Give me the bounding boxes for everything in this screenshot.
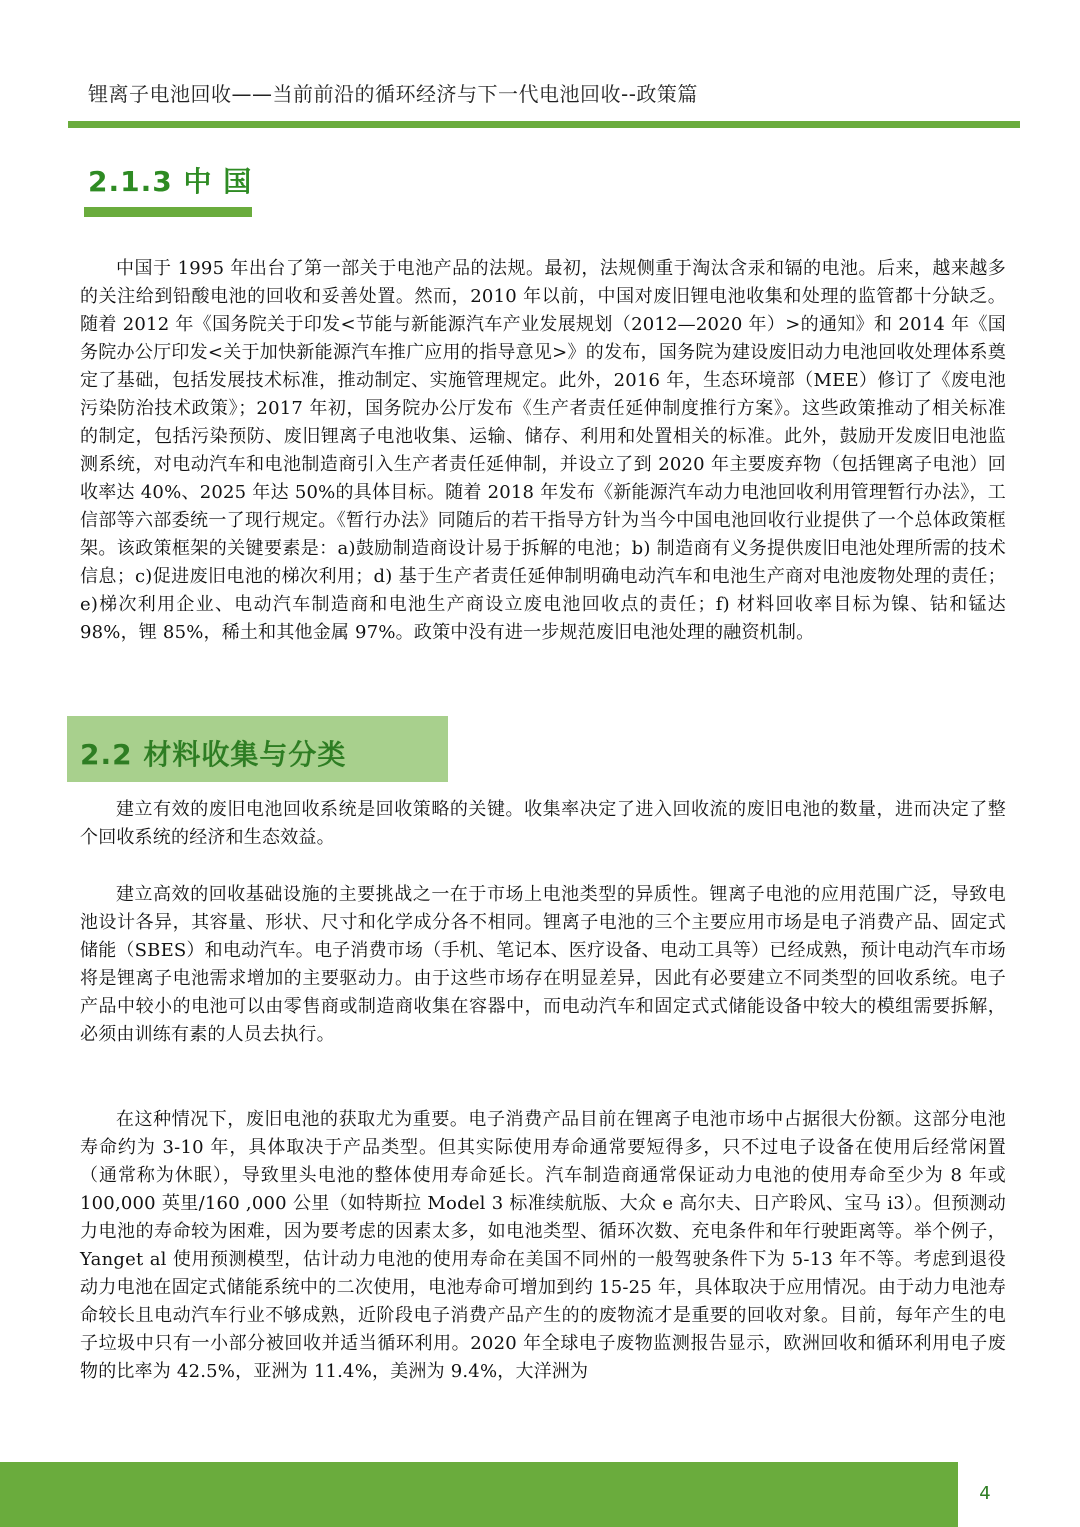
header-rule bbox=[68, 121, 1020, 128]
page-number: 4 bbox=[979, 1483, 991, 1504]
paragraph-infrastructure-challenges: 建立高效的回收基础设施的主要挑战之一在于市场上电池类型的异质性。锂离子电池的应用范围广泛，导致电池设计各异，其容量、形状、尺寸和化学成分各不相同。锂离子电池的三个主要应用市场是电子消费产品、固定式储能（SBES）和电动汽车。电子消费市场（手机、笔记本、医疗设备、电动工具等）已经成熟，预计电动汽车市场将是锂离子电池需求增加的主要驱动力。由于这些市场存在明显差异，因此有必要建立不同类型的回收系统。电子产品中较小的电池可以由零售商或制造商收集在容器中，而电动汽车和固定式式储能设备中较大的模组需要拆解，必须由训练有素的人员去执行。 bbox=[80, 884, 1006, 1045]
section-heading-underline bbox=[84, 207, 252, 217]
footer-bar bbox=[0, 1462, 1022, 1527]
section-heading-2-2: 2.2 材料收集与分类 bbox=[80, 738, 347, 771]
running-header: 锂离子电池回收——当前前沿的循环经济与下一代电池回收--政策篇 bbox=[88, 82, 698, 106]
section-heading-2-1-3: 2.1.3 中 国 bbox=[88, 165, 253, 198]
paragraph-collection-system: 建立有效的废旧电池回收系统是回收策略的关键。收集率决定了进入回收流的废旧电池的数量，进而决定了整个回收系统的经济和生态效益。 bbox=[80, 799, 1006, 848]
paragraph-battery-acquisition: 在这种情况下，废旧电池的获取尤为重要。电子消费产品目前在锂离子电池市场中占据很大份额。这部分电池寿命约为 3-10 年，具体取决于产品类型。但其实际使用寿命通常要短得多，只不过电子设备在使用后经常闲置（通常称为休眠），导致里头电池的整体使用寿命延长。汽车制造商通常保证动力电池的使用寿命至少为 8 年或 100,000 英里/160 ,000 公里（如特斯拉 Model 3 标准续航版、大众 e 高尔夫、日产聆风、宝马 i3）。但预测动力电池的寿命较为困难，因为要考虑的因素太多，如电池类型、循环次数、充电条件和年行驶距离等。举个例子，Yanget al 使用预测模型，估计动力电池的使用寿命在美国不同州的一般驾驶条件下为 5-13 年不等。考虑到退役动力电池在固定式储能系统中的二次使用，电池寿命可增加到约 15-25 年，具体取决于应用情况。由于动力电池寿命较长且电动汽车行业不够成熟，近阶段电子消费产品产生的的废物流才是重要的回收对象。目前，每年产生的电子垃圾中只有一小部分被回收并适当循环利用。2020 年全球电子废物监测报告显示，欧洲回收和循环利用电子废物的比率为 42.5%，亚洲为 11.4%，美洲为 9.4%，大洋洲为 bbox=[80, 1109, 1006, 1382]
paragraph-china-policy: 中国于 1995 年出台了第一部关于电池产品的法规。最初，法规侧重于淘汰含汞和镉的电池。后来，越来越多的关注给到铅酸电池的回收和妥善处置。然而，2010 年以前，中国对废旧锂电池收集和处理的监管都十分缺乏。随着 2012 年《国务院关于印发<节能与新能源汽车产业发展规划（2012—2020 年）>的通知》和 2014 年《国务院办公厅印发<关于加快新能源汽车推广应用的指导意见>》的发布，国务院为建设废旧动力电池回收处理体系奠定了基础，包括发展技术标准，推动制定、实施管理规定。此外，2016 年，生态环境部（MEE）修订了《废电池污染防治技术政策》；2017 年初，国务院办公厅发布《生产者责任延伸制度推行方案》。这些政策推动了相关标准的制定，包括污染预防、废旧锂离子电池收集、运输、储存、利用和处置相关的标准。此外，鼓励开发废旧电池监测系统，对电动汽车和电池制造商引入生产者责任延伸制，并设立了到 2020 年主要废弃物（包括锂离子电池）回收率达 40%、2025 年达 50%的具体目标。随着 2018 年发布《新能源汽车动力电池回收利用管理暂行办法》，工信部等六部委统一了现行规定。《暂行办法》同随后的若干指导方针为当今中国电池回收行业提供了一个总体政策框架。该政策框架的关键要素是：a)鼓励制造商设计易于拆解的电池；b) 制造商有义务提供废旧电池处理所需的技术信息；c)促进废旧电池的梯次利用；d) 基于生产者责任延伸制明确电动汽车和电池生产商对电池废物处理的责任；e)梯次利用企业、电动汽车制造商和电池生产商设立废电池回收点的责任；f) 材料回收率目标为镍、钴和锰达 98%，锂 85%，稀土和其他金属 97%。政策中没有进一步规范废旧电池处理的融资机制。 bbox=[80, 258, 1006, 643]
